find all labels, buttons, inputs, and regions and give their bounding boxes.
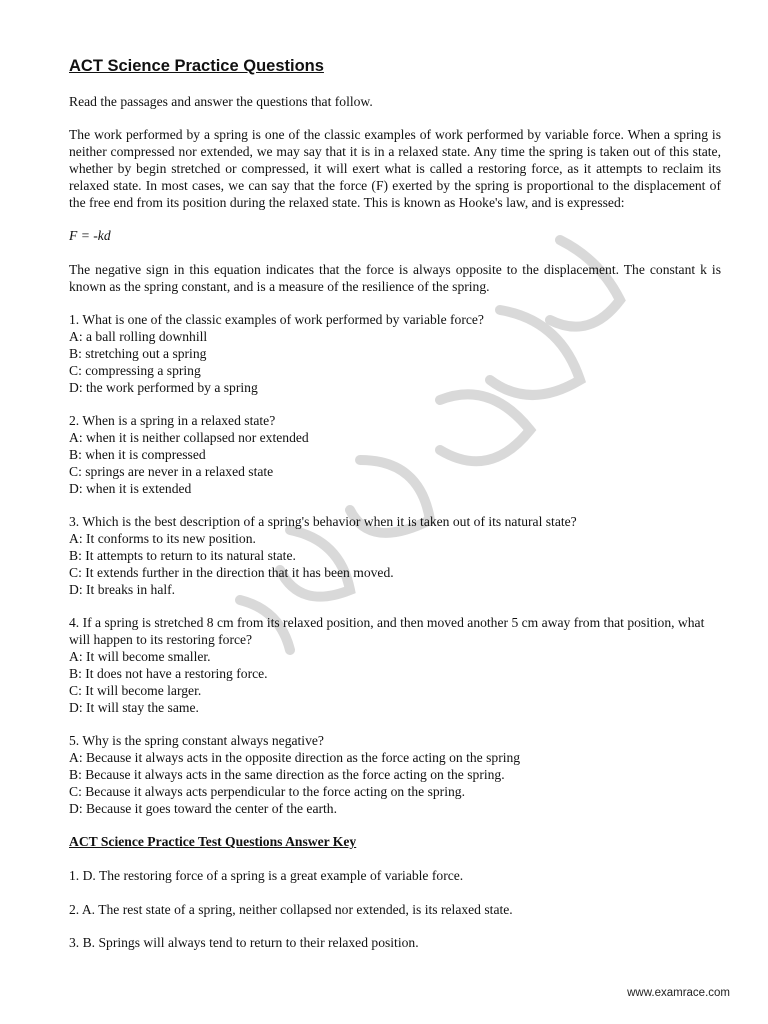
answer-key-title: ACT Science Practice Test Questions Answer Key bbox=[69, 834, 357, 850]
option-a: A: a ball rolling downhill bbox=[69, 329, 208, 345]
intro-text: Read the passages and answer the questions that follow. bbox=[69, 94, 373, 109]
document-page bbox=[69, 56, 721, 969]
option-b: B: Because it always acts in the same direction as the force acting on the spring. bbox=[69, 767, 505, 782]
option-b: B: when it is compressed bbox=[69, 447, 206, 462]
question-text: 3. Which is the best description of a spring's behavior when it is taken out of its natural state? bbox=[69, 514, 577, 530]
option-d: D: the work performed by a spring bbox=[69, 379, 258, 395]
question-text: 1. What is one of the classic examples of work performed by variable force? bbox=[69, 312, 484, 328]
option-a: A: when it is neither collapsed nor extended bbox=[69, 430, 309, 446]
question-4 bbox=[69, 615, 721, 716]
option-c: C: It will become larger. bbox=[69, 682, 202, 698]
hookes-law-formula: F = -kd bbox=[69, 228, 111, 244]
option-d: D: It breaks in half. bbox=[69, 581, 176, 597]
question-5 bbox=[69, 733, 721, 818]
option-b: B: It attempts to return to its natural state. bbox=[69, 548, 296, 564]
question-1 bbox=[69, 312, 721, 397]
passage-paragraph: The work performed by a spring is one of the classic examples of work performed by variable force. When a spring is neither compressed nor extended, we may say that it is in a relaxed state. Any time the spring is taken out of this state, whether by begin stretched or compressed, it will exert what is called a restoring force, as it attempts to reclaim its relaxed state. In most cases, we can say that the force (F) exerted by the spring is proportional to the displacement of the free end from its position during the relaxed state. This is known as Hooke's law, and is expressed: bbox=[69, 127, 721, 211]
answer-3: 3. B. Springs will always tend to return to their relaxed position. bbox=[69, 935, 419, 951]
answer-1: 1. D. The restoring force of a spring is a great example of variable force. bbox=[69, 867, 464, 883]
answer-2: 2. A. The rest state of a spring, neither collapsed nor extended, is its relaxed state. bbox=[69, 901, 513, 917]
option-c: C: compressing a spring bbox=[69, 362, 201, 378]
option-c: C: springs are never in a relaxed state bbox=[69, 463, 274, 479]
page-title: ACT Science Practice Questions bbox=[69, 57, 324, 75]
option-b: B: It does not have a restoring force. bbox=[69, 665, 268, 681]
passage-paragraph-2: The negative sign in this equation indicates that the force is always opposite to the displacement. The constant k is known as the spring constant, and is a measure of the resilience of the spring. bbox=[69, 261, 721, 294]
question-text: 2. When is a spring in a relaxed state? bbox=[69, 413, 276, 429]
option-b: B: stretching out a spring bbox=[69, 345, 207, 361]
question-3 bbox=[69, 514, 721, 599]
option-c: C: Because it always acts perpendicular to the force acting on the spring. bbox=[69, 783, 465, 799]
question-text: 4. If a spring is stretched 8 cm from its relaxed position, and then moved another 5 cm away from that position, what will happen to its restoring force? bbox=[69, 615, 705, 648]
question-2 bbox=[69, 413, 721, 498]
option-c: C: It extends further in the direction that it has been moved. bbox=[69, 564, 394, 580]
footer-url: www.examrace.com bbox=[627, 987, 730, 999]
question-text: 5. Why is the spring constant always negative? bbox=[69, 733, 324, 749]
option-d: D: It will stay the same. bbox=[69, 699, 199, 715]
option-a: A: It conforms to its new position. bbox=[69, 531, 256, 547]
option-d: D: Because it goes toward the center of the earth. bbox=[69, 800, 337, 816]
option-a: A: It will become smaller. bbox=[69, 649, 211, 665]
option-d: D: when it is extended bbox=[69, 480, 192, 496]
option-a: A: Because it always acts in the opposite direction as the force acting on the spring bbox=[69, 750, 521, 766]
